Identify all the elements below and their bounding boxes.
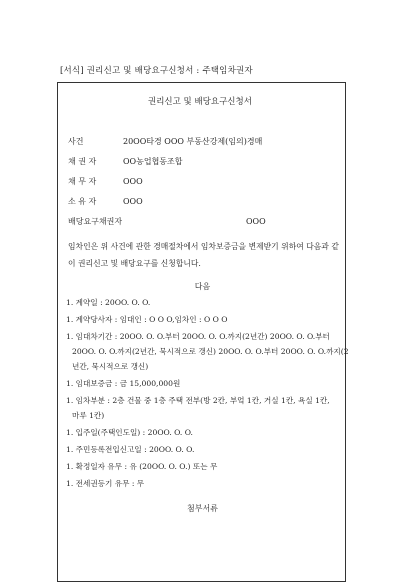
intro-line-1: 임차인은 위 사건에 관한 경매절차에서 임차보증금을 변제받기 위하여 다음과 같: [68, 242, 339, 251]
claimant-value: OOO: [246, 217, 266, 226]
item-leased-part: 1. 임차부분 : 2층 건물 중 1층 주택 전부(방 2칸, 부엌 1칸, 거실 1칸, 욕실 1칸,: [66, 396, 330, 405]
claimant-label: 배당요구채권자: [68, 217, 123, 226]
item-leased-part-cont: 마루 1칸): [72, 411, 105, 420]
item-jeonse-registration: 1. 전세권등기 유무 : 무: [66, 479, 145, 488]
item-lease-period-cont-2: 년간, 묵시적으로 갱신): [72, 362, 149, 371]
item-registration-date: 1. 주민등록전입신고일 : 20OO. O. O.: [66, 445, 195, 454]
application-form: [57, 82, 349, 582]
item-parties: 1. 계약당사자 : 임대인 : O O O,임차인 : O O O: [66, 315, 228, 324]
item-deposit: 1. 임대보증금 : 금 15,000,000원: [66, 379, 181, 388]
form-title: 권리신고 및 배당요구신청서: [148, 97, 252, 107]
case-value: 20OO타경 OOO 부동산강제(임의)경매: [123, 137, 263, 146]
item-move-in-date: 1. 입주일(주택인도일) : 20OO. O. O.: [66, 428, 193, 437]
owner-label: 소 유 자: [68, 197, 97, 206]
case-label: 사건: [68, 137, 84, 146]
heading-attachments: 첨부서류: [187, 504, 218, 513]
creditor-label: 채 권 자: [68, 157, 97, 166]
item-lease-period-cont-1: 20OO. O. O.까지(2년간, 묵시적으로 갱신) 20OO. O. O.부터 20OO. O. O.까지(2: [72, 347, 349, 356]
heading-next: 다음: [194, 282, 211, 291]
debtor-label: 채 무 자: [68, 177, 97, 186]
document-caption: [서식] 권리신고 및 배당요구신청서 : 주택임차권자: [60, 66, 253, 76]
debtor-value: OOO: [123, 177, 143, 186]
item-contract-date: 1. 계약일 : 20OO. O. O.: [66, 298, 151, 307]
intro-line-2: 이 권리신고 및 배당요구를 신청합니다.: [68, 259, 201, 268]
item-lease-period: 1. 임대차기간 : 20OO. O. O.부터 20OO. O. O.까지(2년간) 20OO. O. O.부터: [66, 332, 330, 341]
item-fixed-date: 1. 확정일자 유무 : 유 (20OO. O. O.) 또는 무: [66, 462, 218, 471]
owner-value: OOO: [123, 197, 143, 206]
creditor-value: OO농업협동조합: [123, 157, 183, 166]
